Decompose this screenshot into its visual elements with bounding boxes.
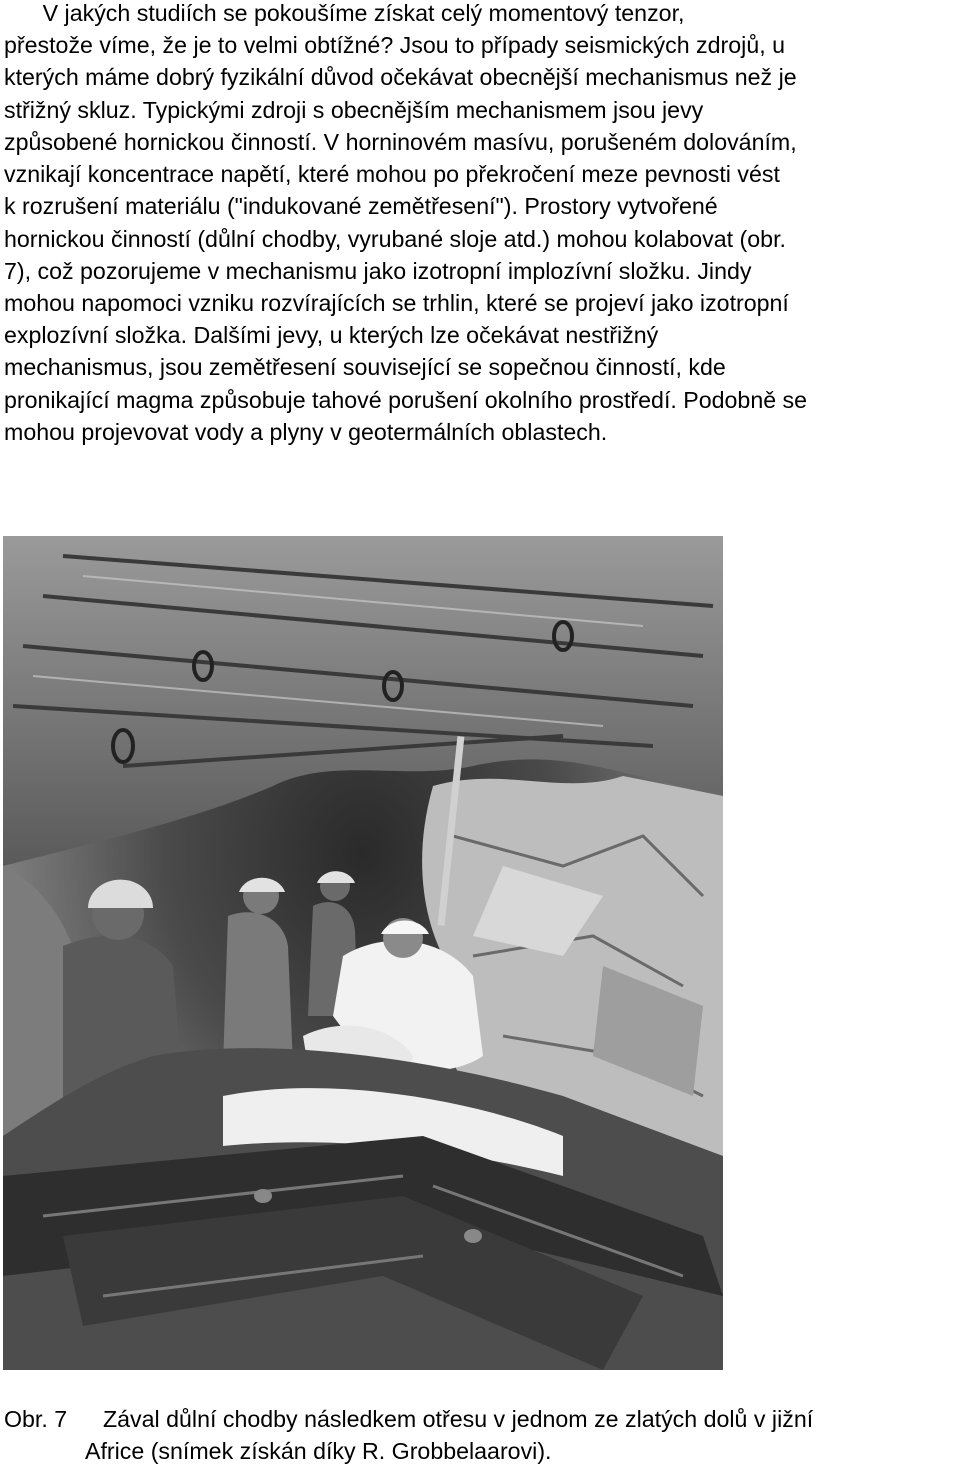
caption-line: Africe (snímek získán díky R. Grobbelaarovi).	[85, 1438, 552, 1464]
paragraph-line: V jakých studiích se pokoušíme získat celý momentový tenzor,	[4, 0, 685, 26]
paragraph-line: mechanismus, jsou zemětřesení související se sopečnou činností, kde	[4, 354, 726, 380]
paragraph-line: explozívní složka. Dalšími jevy, u kterých lze očekávat nestřižný	[4, 322, 659, 348]
paragraph-line: hornickou činností (důlní chodby, vyrubané sloje atd.) mohou kolabovat (obr.	[4, 226, 786, 252]
paragraph-line: kterých máme dobrý fyzikální důvod očekávat obecnější mechanismus než je	[4, 64, 797, 90]
paragraph-line: přestože víme, že je to velmi obtížné? Jsou to případy seismických zdrojů, u	[4, 32, 785, 58]
paragraph-line: způsobené hornickou činností. V horninovém masívu, porušeném dolováním,	[4, 129, 797, 155]
caption-label: Obr. 7	[4, 1406, 68, 1432]
paragraph-line: vznikají koncentrace napětí, které mohou po překročení meze pevnosti vést	[4, 161, 780, 187]
mine-collapse-photo	[3, 536, 723, 1370]
paragraph-line: střižný skluz. Typickými zdroji s obecnějším mechanismem jsou jevy	[4, 97, 704, 123]
caption-line: Zával důlní chodby následkem otřesu v jednom ze zlatých dolů v jižní	[103, 1406, 814, 1432]
paragraph-line: 7), což pozorujeme v mechanismu jako izotropní implozívní složku. Jindy	[4, 258, 752, 284]
paragraph-line: k rozrušení materiálu ("indukované zemětřesení"). Prostory vytvořené	[4, 193, 718, 219]
paragraph-line: mohou napomoci vzniku rozvírajících se trhlin, které se projeví jako izotropní	[4, 290, 789, 316]
paragraph-line: pronikající magma způsobuje tahové porušení okolního prostředí. Podobně se	[4, 387, 808, 413]
paragraph-line: mohou projevovat vody a plyny v geotermálních oblastech.	[4, 419, 608, 445]
